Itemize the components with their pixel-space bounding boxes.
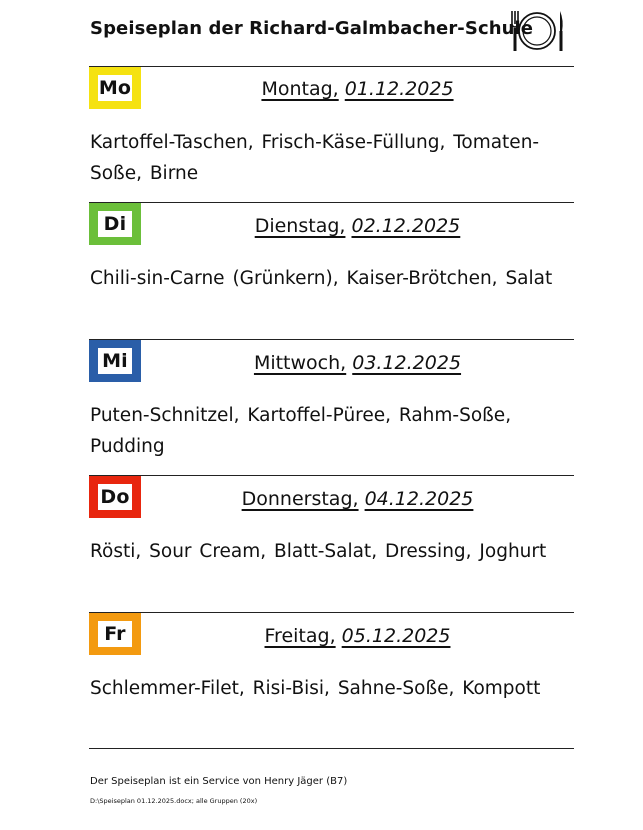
day-date: 01.12.2025: [344, 78, 454, 100]
day-name: Montag,: [261, 78, 339, 100]
day-heading-wednesday: [141, 352, 574, 374]
day-badge-thursday: [89, 476, 141, 518]
divider-line: [89, 748, 574, 749]
menu-tuesday: Chili-sin-Carne (Grünkern), Kaiser-Brötchen, Salat: [90, 268, 553, 289]
day-badge-friday: [89, 613, 141, 655]
divider-line: [89, 612, 574, 613]
day-badge-tuesday: [89, 203, 141, 245]
divider-line: [89, 202, 574, 203]
day-name: Donnerstag,: [241, 488, 359, 510]
divider-line: [89, 339, 574, 340]
file-note: D:\Speiseplan 01.12.2025.docx; alle Gruppen (20x): [90, 797, 258, 805]
day-badge-wednesday: [89, 340, 141, 382]
divider-line: [89, 475, 574, 476]
day-badge-monday: [89, 67, 141, 109]
day-badge-label: Do: [100, 485, 130, 508]
day-heading-friday: [141, 625, 574, 647]
menu-thursday: Rösti, Sour Cream, Blatt-Salat, Dressing, Joghurt: [90, 541, 547, 562]
day-badge-label: Mo: [98, 76, 132, 99]
day-badge-label: Fr: [104, 622, 126, 645]
day-date: 05.12.2025: [341, 625, 451, 647]
day-badge-inner: [98, 348, 132, 374]
day-heading-thursday: [141, 488, 574, 510]
day-heading-tuesday: [141, 215, 574, 237]
page-title: Speiseplan der Richard-Galmbacher-Schule: [90, 18, 534, 39]
plate-cutlery-icon: [507, 8, 567, 54]
day-date: 04.12.2025: [364, 488, 474, 510]
day-heading-monday: [141, 78, 574, 100]
day-badge-inner: [98, 75, 132, 101]
service-note: Der Speiseplan ist ein Service von Henry Jäger (B7): [90, 776, 348, 787]
day-date: 03.12.2025: [352, 352, 462, 374]
day-name: Mittwoch,: [253, 352, 347, 374]
menu-wednesday: Puten-Schnitzel, Kartoffel-Püree, Rahm-Soße, Pudding: [90, 405, 512, 457]
day-date: 02.12.2025: [351, 215, 461, 237]
day-badge-inner: [98, 484, 132, 510]
divider-line: [89, 66, 574, 67]
day-badge-inner: [98, 211, 132, 237]
day-name: Freitag,: [264, 625, 336, 647]
day-badge-inner: [98, 621, 132, 647]
menu-monday: Kartoffel-Taschen, Frisch-Käse-Füllung, Tomaten-Soße, Birne: [90, 132, 540, 184]
day-name: Dienstag,: [254, 215, 346, 237]
day-badge-label: Di: [103, 212, 127, 235]
day-badge-label: Mi: [102, 349, 128, 372]
menu-friday: Schlemmer-Filet, Risi-Bisi, Sahne-Soße, Kompott: [90, 678, 541, 699]
